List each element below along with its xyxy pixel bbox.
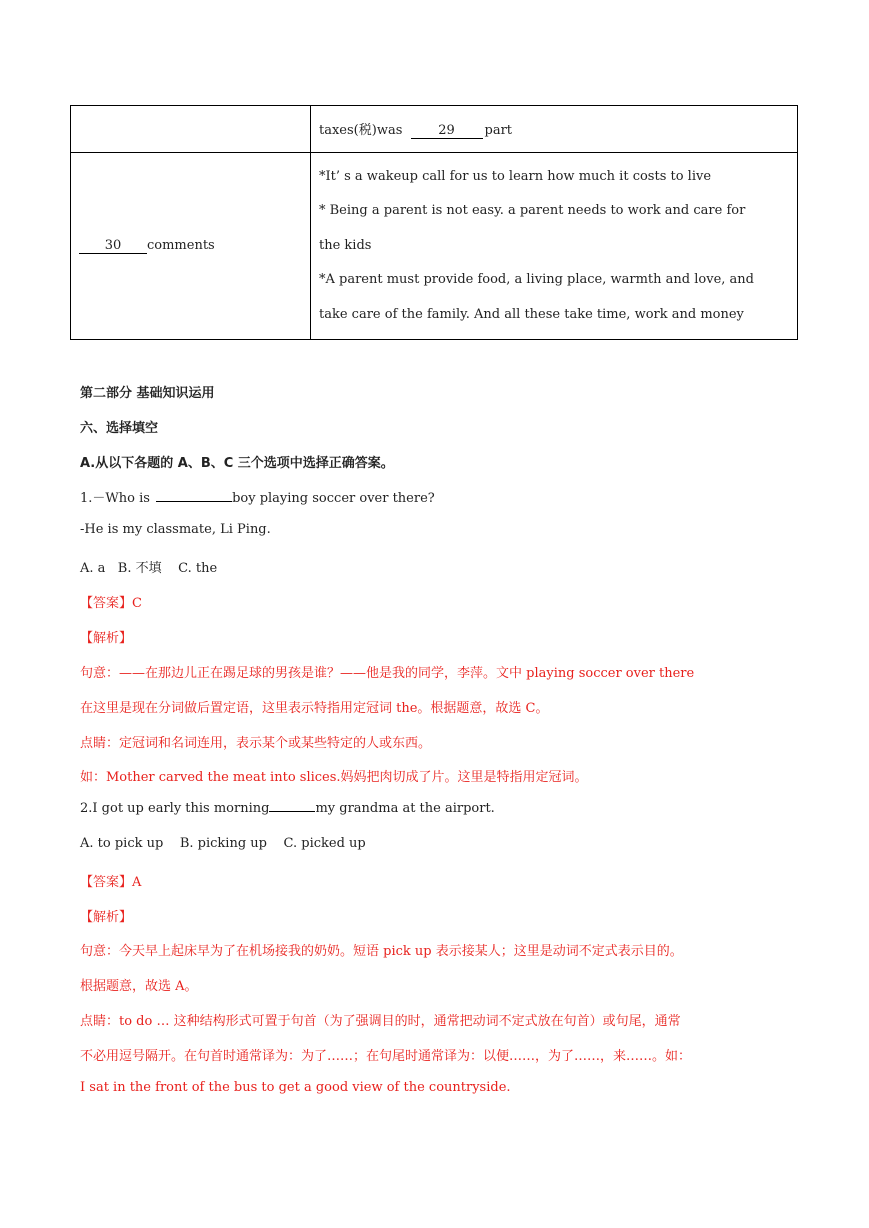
instruction: A.从以下各题的 A、B、C 三个选项中选择正确答案。 <box>80 456 394 471</box>
answer-blank-30: 30 <box>79 238 147 254</box>
question-text: 2.I got up early this morning <box>80 801 270 816</box>
part-title: 第二部分 基础知识运用 <box>80 386 215 401</box>
analysis-line: 点睛：定冠词和名词连用，表示某个或某些特定的人或东西。 <box>80 736 432 751</box>
table-row <box>71 153 798 340</box>
comment-line: take care of the family. And all these take time, work and money <box>319 306 744 322</box>
comment-line: * Being a parent is not easy. a parent needs to work and care for <box>319 203 746 219</box>
table-cell-empty <box>71 106 311 153</box>
analysis-line: 如：Mother carved the meat into slices.妈妈把肉切成了片。这里是特指用定冠词。 <box>80 770 588 785</box>
question-blank <box>269 811 315 812</box>
comment-line: *A parent must provide food, a living place, warmth and love, and <box>319 272 754 288</box>
analysis-label: 【解析】 <box>80 631 133 646</box>
table-cell <box>71 153 311 340</box>
question-1 <box>80 487 435 506</box>
answer-label: 【答案】C <box>80 596 142 611</box>
analysis-line: I sat in the front of the bus to get a good view of the countryside. <box>80 1080 511 1095</box>
section-subtitle: 六、选择填空 <box>80 421 159 436</box>
question-text: my grandma at the airport. <box>315 801 495 816</box>
comment-line: the kids <box>319 237 372 253</box>
analysis-line: 根据题意，故选 A。 <box>80 979 198 994</box>
question-1-reply: -He is my classmate, Li Ping. <box>80 522 271 537</box>
question-text: boy playing soccer over there? <box>232 491 435 506</box>
analysis-line: 在这里是现在分词做后置定语，这里表示特指用定冠词 the。根据题意，故选 C。 <box>80 701 549 716</box>
question-1-options: A. a B. 不填 C. the <box>80 561 218 576</box>
question-blank <box>156 501 232 502</box>
analysis-line: 句意：——在那边儿正在踢足球的男孩是谁？——他是我的同学，李萍。文中 playing soccer over there <box>80 666 695 681</box>
question-text: 1.－Who is <box>80 491 150 506</box>
cell-text: comments <box>147 238 215 253</box>
cell-text: taxes(税)was <box>319 123 403 138</box>
table-row <box>71 106 798 153</box>
analysis-line: 句意：今天早上起床早为了在机场接我的奶奶。短语 pick up 表示接某人；这里是动词不定式表示目的。 <box>80 944 683 959</box>
analysis-label: 【解析】 <box>80 910 133 925</box>
analysis-line: 点睛：to do … 这种结构形式可置于句首（为了强调目的时，通常把动词不定式放在句首）或句尾，通常 <box>80 1014 681 1029</box>
info-table <box>70 105 798 340</box>
table-cell-comments <box>311 153 798 340</box>
analysis-line: 不必用逗号隔开。在句首时通常译为：为了……；在句尾时通常译为：以便……，为了……，来……。如： <box>80 1049 692 1064</box>
table-cell <box>311 106 798 153</box>
question-2 <box>80 801 495 816</box>
answer-blank-29: 29 <box>411 123 483 139</box>
cell-text: part <box>484 123 513 138</box>
question-2-options: A. to pick up B. picking up C. picked up <box>80 836 366 851</box>
comment-line: *It’ s a wakeup call for us to learn how much it costs to live <box>319 168 712 184</box>
answer-label: 【答案】A <box>80 875 142 890</box>
